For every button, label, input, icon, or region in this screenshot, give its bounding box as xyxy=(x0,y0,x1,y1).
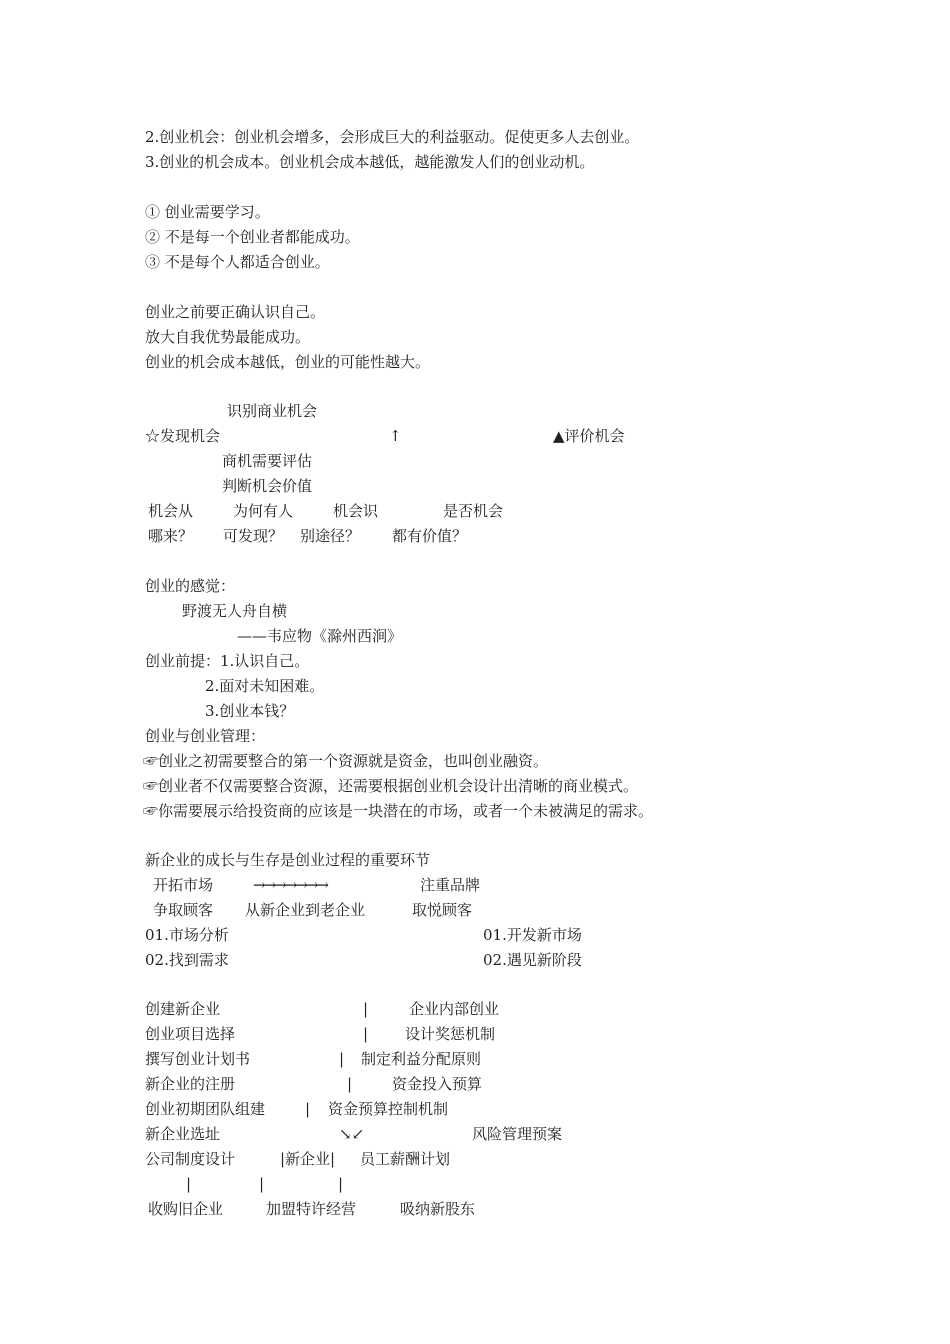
tree-branch-2: | xyxy=(259,1175,265,1193)
tree-leaf-acquire: 收购旧企业 xyxy=(148,1200,224,1218)
diagram-judge-label: 判断机会价值 xyxy=(222,477,313,495)
tree-left-5: 创业初期团队组建 xyxy=(145,1100,266,1118)
tree-right-5: 资金预算控制机制 xyxy=(328,1100,449,1118)
growth-please-label: 取悦顾客 xyxy=(412,901,473,919)
tree-divider-3: | xyxy=(339,1050,345,1068)
question-value-2: 都有价值？ xyxy=(392,527,468,545)
text-line-strengths: 放大自我优势最能成功。 xyxy=(145,328,311,346)
question-source-1: 机会从 xyxy=(148,502,194,520)
tree-divider-5: | xyxy=(305,1100,311,1118)
text-line-know-yourself: 创业之前要正确认识自己。 xyxy=(145,303,326,321)
text-line-possibility: 创业的机会成本越低，创业的可能性越大。 xyxy=(145,353,431,371)
tree-right-4: 资金投入预算 xyxy=(392,1075,483,1093)
management-point-2: ☞创业者不仅需要整合资源，还需要根据创业机会设计出清晰的商业模式。 xyxy=(143,777,639,795)
poem-attribution: ——韦应物《滁州西涧》 xyxy=(237,627,403,645)
diagram-evaluate-label: ▲评价机会 xyxy=(553,427,625,445)
tree-branch-1: | xyxy=(186,1175,192,1193)
tree-divider-1: | xyxy=(363,1000,369,1018)
growth-right-item-1: 01.开发新市场 xyxy=(483,926,582,944)
diagram-assess-label: 商机需要评估 xyxy=(222,452,313,470)
tree-leaf-franchise: 加盟特许经营 xyxy=(266,1200,357,1218)
tree-left-3: 撰写创业计划书 xyxy=(145,1050,251,1068)
premise-line-1: 创业前提：1.认识自己。 xyxy=(145,652,310,670)
premise-line-2: 2.面对未知困难。 xyxy=(205,677,325,695)
premise-line-3: 3.创业本钱？ xyxy=(205,702,295,720)
tree-left-4: 新企业的注册 xyxy=(145,1075,236,1093)
growth-customer-label: 争取顾客 xyxy=(153,901,214,919)
converge-arrows-icon: ↘↙ xyxy=(339,1125,365,1143)
tree-right-7: 员工薪酬计划 xyxy=(360,1150,451,1168)
tree-center-new-enterprise: |新企业| xyxy=(280,1150,336,1168)
growth-market-label: 开拓市场 xyxy=(153,876,214,894)
question-why-2: 可发现？ xyxy=(223,527,284,545)
growth-right-item-2: 02.遇见新阶段 xyxy=(483,951,582,969)
poem-line: 野渡无人舟自横 xyxy=(182,602,288,620)
up-arrow-icon: ↑ xyxy=(389,427,402,445)
tree-right-1: 企业内部创业 xyxy=(409,1000,500,1018)
text-line-opportunity-cost: 3.创业的机会成本。创业机会成本越低，越能激发人们的创业动机。 xyxy=(145,153,595,171)
question-value-1: 是否机会 xyxy=(443,502,504,520)
tree-right-2: 设计奖惩机制 xyxy=(405,1025,496,1043)
growth-left-item-2: 02.找到需求 xyxy=(145,951,229,969)
growth-left-item-1: 01.市场分析 xyxy=(145,926,229,944)
tree-divider-2: | xyxy=(363,1025,369,1043)
diagram-identify-label: 识别商业机会 xyxy=(227,402,318,420)
right-arrows-icon: →→→→→→→ xyxy=(253,876,327,894)
list-item-not-all-succeed: ② 不是每一个创业者都能成功。 xyxy=(145,228,360,246)
growth-transition-label: 从新企业到老企业 xyxy=(245,901,366,919)
tree-right-3: 制定利益分配原则 xyxy=(361,1050,482,1068)
tree-divider-4: | xyxy=(347,1075,353,1093)
tree-leaf-shareholders: 吸纳新股东 xyxy=(400,1200,476,1218)
section-management-heading: 创业与创业管理： xyxy=(145,727,266,745)
management-point-1: ☞创业之初需要整合的第一个资源就是资金，也叫创业融资。 xyxy=(143,752,549,770)
tree-left-2: 创业项目选择 xyxy=(145,1025,236,1043)
question-why-1: 为何有人 xyxy=(233,502,294,520)
growth-brand-label: 注重品牌 xyxy=(420,876,481,894)
section-feeling-heading: 创业的感觉： xyxy=(145,577,236,595)
tree-right-6: 风险管理预案 xyxy=(472,1125,563,1143)
list-item-not-suitable: ③ 不是每个人都适合创业。 xyxy=(145,253,330,271)
question-source-2: 哪来？ xyxy=(148,527,194,545)
tree-left-7: 公司制度设计 xyxy=(145,1150,236,1168)
diagram-discover-label: ☆发现机会 xyxy=(145,427,221,445)
tree-branch-3: | xyxy=(338,1175,344,1193)
management-point-3: ☞你需要展示给投资商的应该是一块潜在的市场，或者一个未被满足的需求。 xyxy=(143,802,654,820)
tree-left-6: 新企业选址 xyxy=(145,1125,221,1143)
text-line-opportunity: 2.创业机会：创业机会增多，会形成巨大的利益驱动。促使更多人去创业。 xyxy=(145,128,640,146)
tree-left-1: 创建新企业 xyxy=(145,1000,221,1018)
question-way-1: 机会识 xyxy=(333,502,379,520)
section-growth-heading: 新企业的成长与生存是创业过程的重要环节 xyxy=(145,851,431,869)
question-way-2: 别途径？ xyxy=(300,527,361,545)
list-item-learning: ① 创业需要学习。 xyxy=(145,203,270,221)
